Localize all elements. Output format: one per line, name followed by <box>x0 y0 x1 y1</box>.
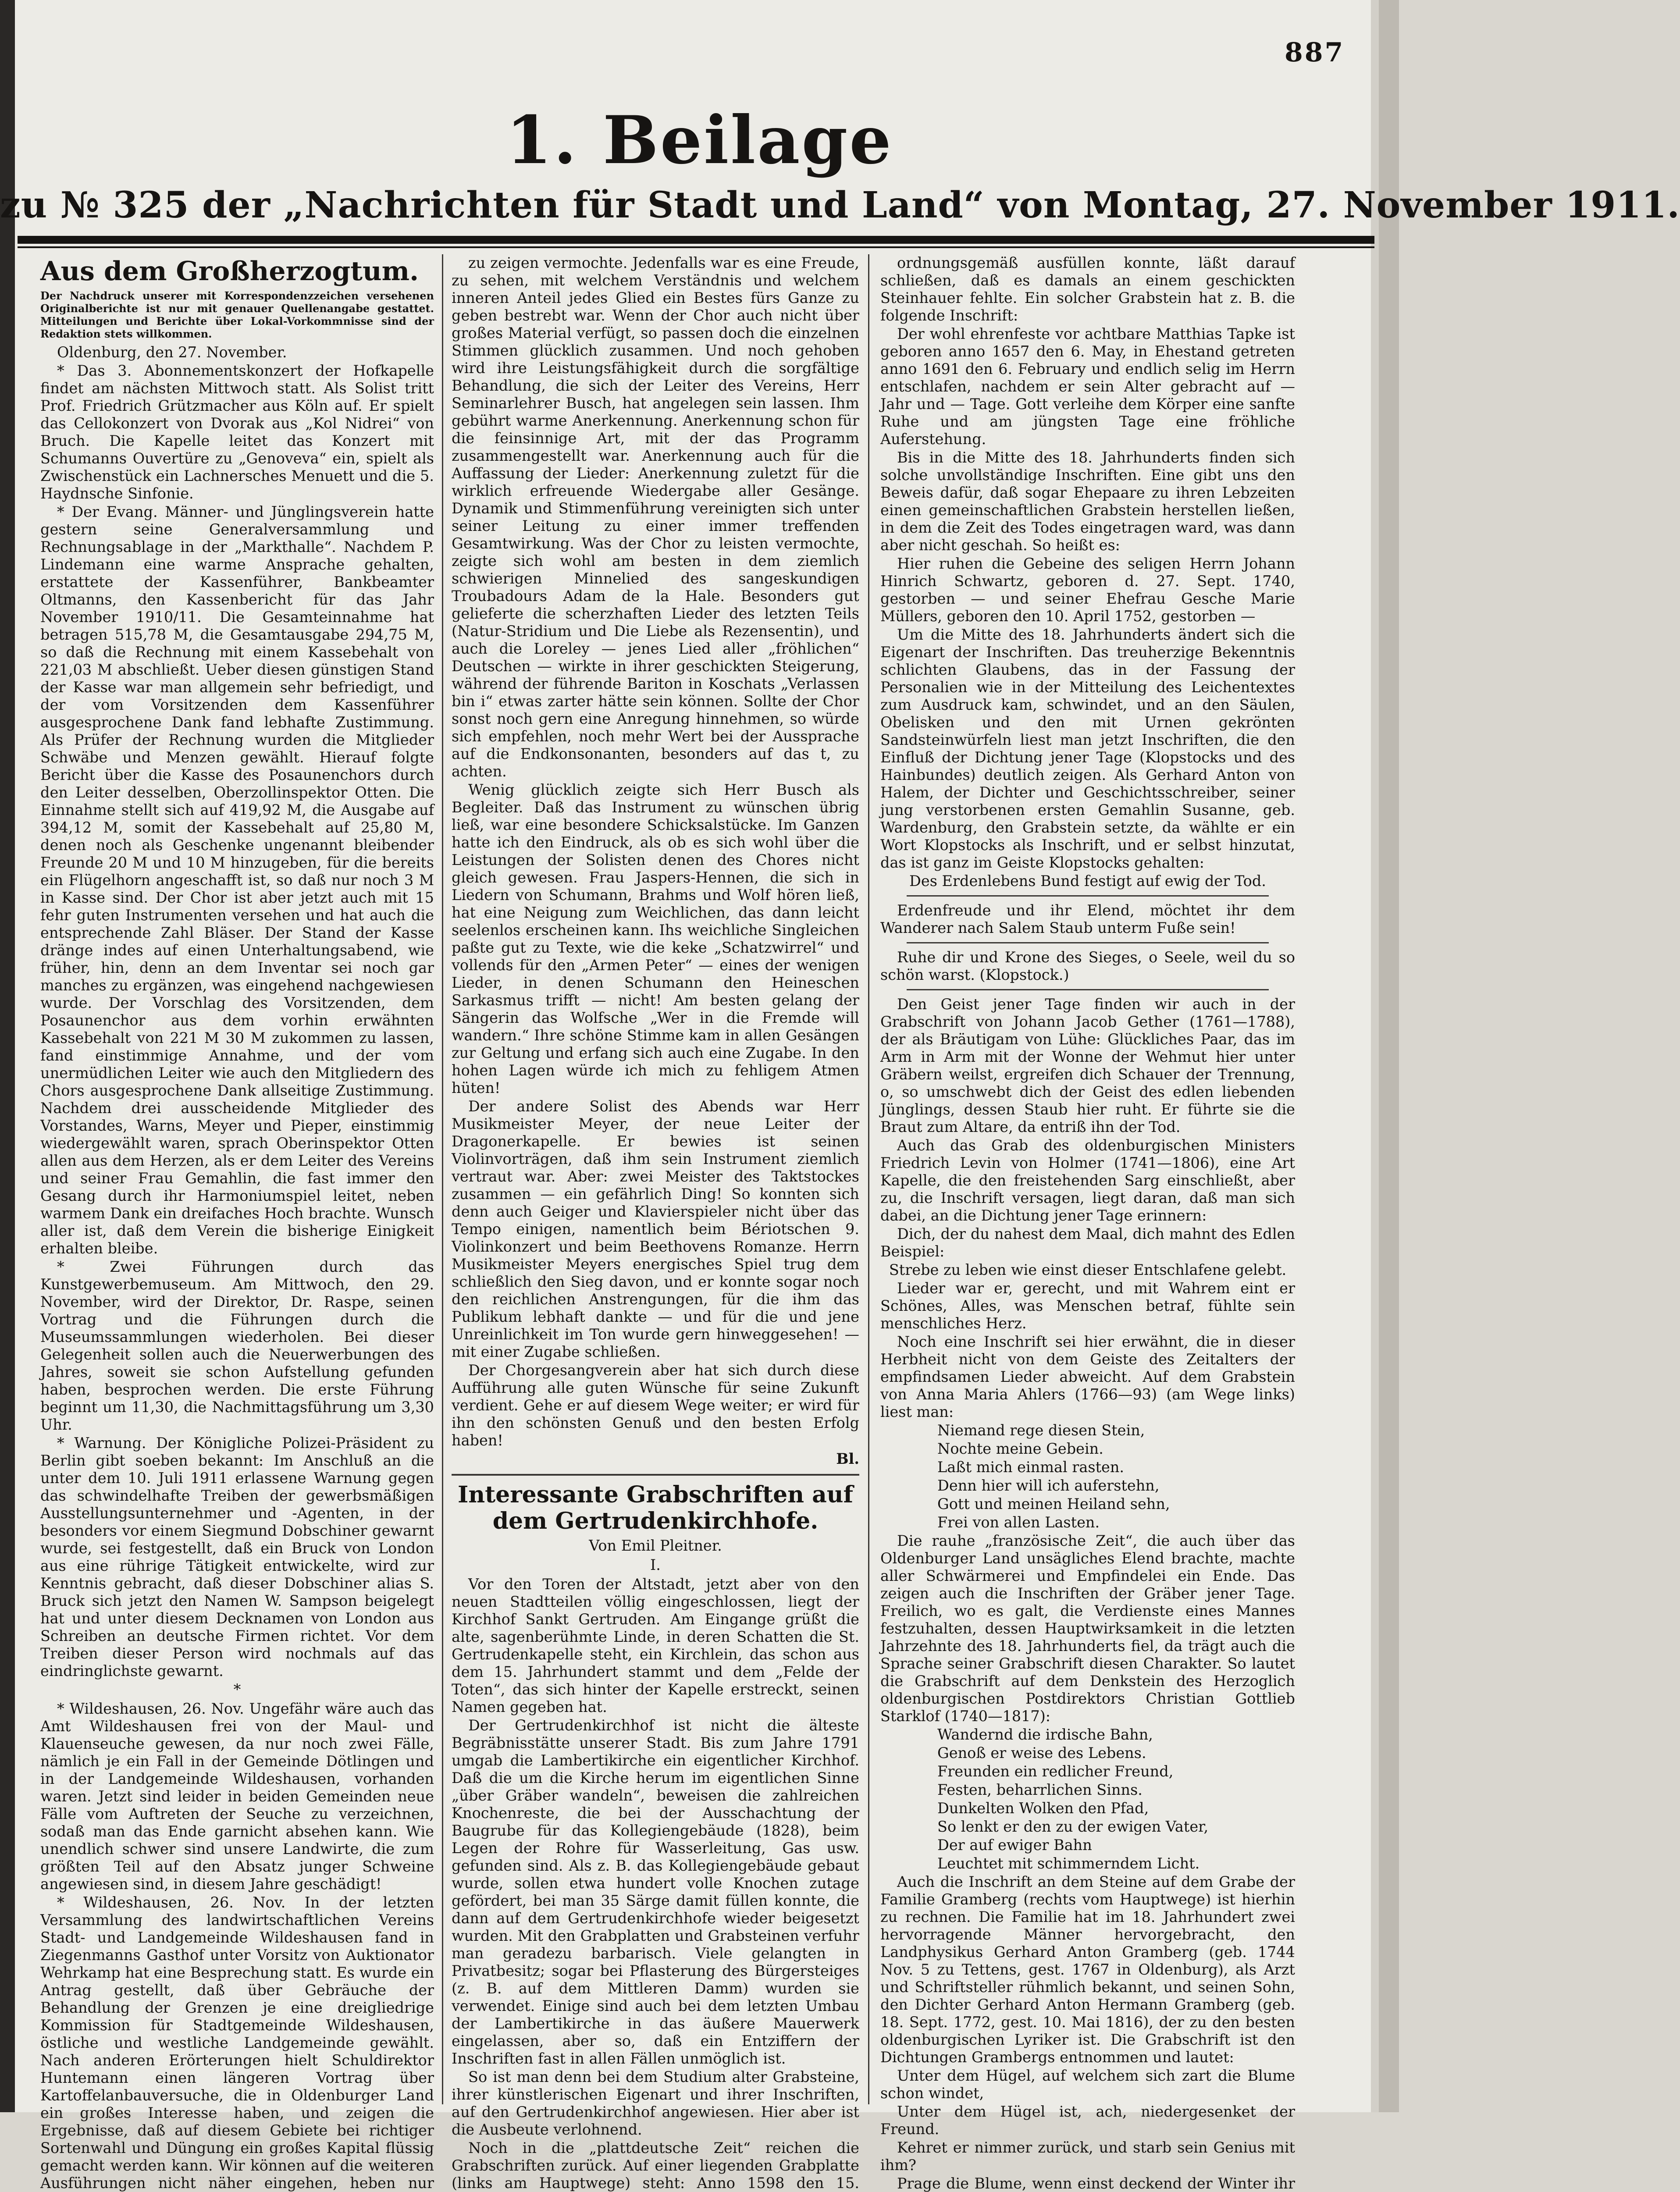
column-1 <box>40 254 434 2192</box>
supplement-subtitle: zu № 325 der „Nachrichten für Stadt und Land“ von Montag, 27. November 1911. <box>0 184 1680 226</box>
article-text: Der Gertrudenkirchhof ist nicht die älteste Begräbnisstätte unserer Stadt. Bis zum Jahre 1791 umgab die Lambertikirche ein eigentlicher Kirchhof. Daß die um die Kirche herum im eigentlichen Sinne „über Gräber wandeln“, beweisen die zahlreichen Knochenreste, die bei der Ausschachtung der Baugrube für das Kollegiengebäude (1828), beim Legen der Rohre für Wasserleitung, Gas usw. gefunden sind. Als z. B. das Kollegiengebäude gebaut wurde, sollen etwa hundert volle Knochen zutage gefördert, bei man 35 Särge damit füllen konnte, die dann auf dem Gertrudenkirchhofe wieder beigesetzt wurden. Mit den Grabplatten und Grabsteinen verfuhr man geradezu barbarisch. Viele gelangten in Privatbesitz; sogar bei Pflasterung des Bürgersteiges (z. B. auf dem Mittleren Damm) wurden sie verwendet. Einige sind auch bei dem letzten Umbau der Lambertikirche in das äußere Mauerwerk eingelassen, aber so, daß ein Entziffern der Inschriften fast in allen Fällen unmöglich ist. <box>452 1717 859 2067</box>
verse-line: Genoß er weise des Lebens. <box>937 1744 1146 1761</box>
article-text: So ist man denn bei dem Studium alter Grabsteine, ihrer künstlerischen Eigenart und ihrer Inschriften, auf den Gertrudenkirchhof angewiesen. Hier aber ist die Ausbeute verlohnend. <box>452 2068 859 2138</box>
article-text: Auch die Inschrift an dem Steine auf dem Grabe der Familie Gramberg (rechts vom Hauptwege) ist hierhin zu rechnen. Die Familie hat im 18. Jahrhundert zwei hervorragende Männer hervorgebracht, den Landphysikus Gerhard Anton Gramberg (geb. 1744 Nov. 5 zu Tettens, gest. 1767 in Oldenburg), als Arzt und Schriftsteller rühmlich bekannt, und seinen Sohn, den Dichter Gerhard Anton Hermann Gramberg (geb. 18. Sept. 1772, gest. 10. Mai 1816), der zu den besten oldenburgischen Lyriker ist. Die Grabschrift ist den Dichtungen Grambergs entnommen und lautet: <box>880 1873 1295 2066</box>
article-text: Der andere Solist des Abends war Herr Musikmeister Meyer, der neue Leiter der Dragonerkapelle. Er bewies ist seinen Violinvorträgen, daß ihm sein Instrument ziemlich vertraut war. Aber: zwei Meister des Taktstockes zusammen — ein gefährlich Ding! So konnten sich denn auch Geiger und Klavierspieler nicht über das Tempo einigen, namentlich beim Bériotschen 9. Violinkonzert und beim Beethovens Romanze. Herrn Musikmeister Meyers energisches Spiel trug dem schließlich den Sieg davon, und er konnte sogar noch den reichlichen Anstrengungen, für die ihm das Publikum lebhaft dankte — und für die und jene Unreinlichkeit im Ton wurde gern hinweggesehen! — mit einer Zugabe schließen. <box>452 1098 859 1360</box>
reprint-notice: Der Nachdruck unserer mit Korrespondenzzeichen versehenen Originalberichte ist nur mit genauer Quellenangabe gestattet. Mitteilungen und Berichte über Lokal-Vorkommnisse sind der Redaktion stets willkommen. <box>40 289 434 340</box>
scan-edge-shadow <box>1371 0 1379 2112</box>
scan-edge-left <box>0 0 15 2112</box>
verse-divider <box>907 989 1269 990</box>
supplement-title: 1. Beilage <box>506 102 893 179</box>
inscription-verse: Ruhe dir und Krone des Sieges, o Seele, weil du so schön warst. (Klopstock.) <box>880 949 1295 983</box>
verse-line: Laßt mich einmal rasten. <box>937 1459 1125 1476</box>
news-item: * Wildeshausen, 26. Nov. In der letzten Versammlung des landwirtschaftlichen Vereins Stadt- und Landgemeinde Wildeshausen fand in Ziegenmanns Gasthof unter Vorsitz von Auktionator Wehrkamp hat eine Besprechung statt. Es wurde ein Antrag gestellt, daß über Gebräuche der Behandlung der Grenzen je eine dreigliedrige Kommission für Stadtgemeinde Wildeshausen, östliche und westliche Landgemeinde gewählt. Nach anderen Erörterungen hielt Schuldirektor Huntemann einen längeren Vortrag über Kartoffelanbauversuche, die in Oldenburger Land ein großes Interesse haben, und zeigen die Ergebnisse, daß auf diesem Gebiete bei richtiger Sortenwahl und Düngung ein großes Kapital flüssig gemacht werden kann. Wir können auf die weiteren Ausführungen nicht näher eingehen, heben nur <box>40 1894 434 2192</box>
verse-divider <box>907 895 1269 897</box>
inscription-verse: Lieder war er, gerecht, und mit Wahrem eint er Schönes, Alles, was Menschen betraf, fühlte sein menschliches Herz. <box>880 1280 1295 1332</box>
article-text: ordnungsgemäß ausfüllen konnte, läßt darauf schließen, daß es damals an einem geschickten Steinhauer fehlte. Ein solcher Grabstein hat z. B. die folgende Inschrift: <box>880 254 1295 324</box>
article-text: Auch das Grab des oldenburgischen Ministers Friedrich Levin von Holmer (1741—1806), eine Art Kapelle, die den freistehenden Sarg einschließt, aber zu, die Inschrift versagen, liegt daran, daß man sich dabei, an die Dichtung jener Tage erinnern: <box>880 1137 1295 1224</box>
article-text: Vor den Toren der Altstadt, jetzt aber von den neuen Stadtteilen völlig eingeschlossen, liegt der Kirchhof Sankt Gertruden. Am Eingange grüßt die alte, sagenberühmte Linde, in deren Schatten die St. Gertrudenkapelle steht, ein Kirchlein, das schon aus dem 15. Jahrhundert stammt und dem „Felde der Toten“, das sich hinter der Kapelle erstreckt, seinen Namen gegeben hat. <box>452 1576 859 1715</box>
inscription: Hier ruhen die Gebeine des seligen Herrn Johann Hinrich Schwartz, geboren d. 27. Sept. 1740, gestorben — und seiner Ehefrau Gesche Marie Müllers, geboren den 10. April 1752, gestorben — <box>880 555 1295 625</box>
column-2 <box>452 254 859 2192</box>
column-divider <box>868 254 869 2104</box>
column-divider <box>442 254 443 2104</box>
verse-line: Nochte meine Gebein. <box>937 1440 1103 1457</box>
article-text: Um die Mitte des 18. Jahrhunderts ändert sich die Eigenart der Inschriften. Das treuherzige Bekenntnis schlichten Glaubens, das in der Fassung der Personalien wie in der Mitteilung des Leichentextes zum Ausdruck kam, schwindet, und an den Säulen, Obelisken und den mit Urnen gekrönten Sandsteinwürfeln liest man jetzt Inschriften, die den Einfluß der Dichtung jener Tage (Klopstocks und des Hainbundes) deutlich zeigen. Als Gerhard Anton von Halem, der Dichter und Geschichtsschreiber, seiner jung verstorbenen ersten Gemahlin Susanne, geb. Wardenburg, den Grabstein setzte, da wählte er ein Wort Klopstocks als Inschrift, und er selbst hinzutat, das ist ganz im Geiste Klopstocks gehalten: <box>880 626 1295 871</box>
header-rule-thick <box>18 236 1374 244</box>
article-divider <box>452 1474 859 1476</box>
news-item: * Warnung. Der Königliche Polizei-Präsident zu Berlin gibt soeben bekannt: Im Anschluß an die unter dem 10. Juli 1911 erlassene Warnung gegen das schwindelhafte Treiben der gewerbsmäßigen Ausstellungsunternehmer und -Agenten, in der besonders vor einem Siegmund Dobschiner gewarnt wurde, sei festgestellt, daß ein Bruck von London aus eine rührige Tätigkeit entwickelte, wird zur Kenntnis gebracht, daß dieser Dobschiner alias S. Bruck sich jetzt den Namen W. Sampson beigelegt hat und unter diesem Decknamen von London aus Schreiben an deutsche Firmen richtet. Vor dem Treiben dieser Person wird nochmals auf das eindringlichste gewarnt. <box>40 1434 434 1680</box>
verse-line: Gott und meinen Heiland sehn, <box>937 1495 1170 1512</box>
inscription-verse: Prage die Blume, wenn einst deckend der Winter ihr <box>897 2175 1295 2192</box>
dateline: Oldenburg, den 27. November. <box>57 344 287 361</box>
inscription-verse: Kehret er nimmer zurück, und starb sein Genius mit ihm? <box>880 2139 1295 2174</box>
inscription-verse: Dich, der du nahest dem Maal, dich mahnt des Edlen Beispiel: <box>880 1225 1295 1260</box>
news-item: * Zwei Führungen durch das Kunstgewerbemuseum. Am Mittwoch, den 29. November, wird der Direktor, Dr. Raspe, seinen Vortrag und die Führungen durch die Museumssammlungen wiederholen. Bei dieser Gelegenheit sollen auch die Neuerwerbungen des Jahres, soweit sie schon Aufstellung gefunden haben, besprochen werden. Die erste Führung beginnt um 11,30, die Nachmittagsführung um 3,30 Uhr. <box>40 1258 434 1433</box>
verse-line: Denn hier will ich auferstehn, <box>937 1477 1160 1494</box>
article-text: zu zeigen vermochte. Jedenfalls war es eine Freude, zu sehen, mit welchem Verständnis und welchem inneren Anteil jedes Glied ein Bestes fürs Ganze zu geben bestrebt war. Wenn der Chor auch nicht über großes Material verfügt, so passen doch die einzelnen Stimmen glücklich zusammen. Und noch gehoben wird ihre Leistungsfähigkeit durch die sorgfältige Behandlung, die sich der Leiter des Vereins, Herr Seminarlehrer Busch, hat angelegen sein lassen. Ihm gebührt warme Anerkennung. Anerkennung schon für die feinsinnige Art, mit der das Programm zusammengestellt war. Anerkennung auch für die Auffassung der Lieder: Anerkennung zuletzt für die wirklich erfreuende Wiedergabe aller Gesänge. Dynamik und Stimmenführung vereinigten sich unter seiner Leitung zu einer immer treffenden Gesamtwirkung. Was der Chor zu leisten vermochte, zeigte sich wohl am besten in dem ziemlich schwierigen Minnelied des sangeskundigen Troubadours Adam de la Hale. Besonders gut gelieferte die scherzhaften Lieder des letzten Teils (Natur-Stridium und Die Liebe als Rezensentin), und auch die Loreley — jenes Lied aller „fröhlichen“ Deutschen — wirkte in ihrer geschickten Steigerung, während der führende Bariton in Koschats „Verlassen bin i“ etwas zarter hätte sein können. Sollte der Chor sonst noch gern eine Anregung hinnehmen, so würde sich empfehlen, noch mehr Wert bei der Aussprache auf die Endkonsonanten, besonders auf das t, zu achten. <box>452 254 859 780</box>
verse-line: Der auf ewiger Bahn <box>937 1836 1092 1854</box>
verse-line: Festen, beharrlichen Sinns. <box>937 1781 1143 1798</box>
inscription-verse: Des Erdenlebens Bund festigt auf ewig der Tod. <box>909 872 1266 890</box>
column-3 <box>880 254 1295 2192</box>
separator-star: * <box>233 1681 241 1698</box>
verse-line: Wandernd die irdische Bahn, <box>937 1726 1153 1743</box>
article-title: Interessante Grabschriften auf dem Gertrudenkirchhofe. <box>458 1481 853 1534</box>
article-text: Noch eine Inschrift sei hier erwähnt, die in dieser Herbheit nicht von dem Geiste des Zeitalters der empfindsamen Lieder abweicht. Auf dem Grabstein von Anna Maria Ahlers (1766—93) (am Wege links) liest man: <box>880 1333 1295 1420</box>
article-text: Der Chorgesangverein aber hat sich durch diese Aufführung alle guten Wünsche für seine Zukunft verdient. Gehe er auf diesem Wege weiter; er wird für ihn den schönsten Genuß und den besten Erfolg haben! <box>452 1362 859 1449</box>
byline: Von Emil Pleitner. <box>589 1537 722 1554</box>
section-heading: Aus dem Großherzogtum. <box>40 256 419 287</box>
article-text: Wenig glücklich zeigte sich Herr Busch als Begleiter. Daß das Instrument zu wünschen übrig ließ, war eine besondere Schicksalstücke. Im Ganzen hatte ich den Eindruck, als ob es sich wohl über die Leistungen der Solisten denen des Chores nicht gleich gewesen. Frau Jaspers-Hennen, die sich in Liedern von Schumann, Brahms und Wolf hören ließ, hat eine Neigung zum Weichlichen, das dann leicht seelenlos erscheinen kann. Ihs weichliche Singleichen paßte gut zu Texte, wie die keke „Schatzwirrel“ und vollends für den „Armen Peter“ — eines der wenigen Lieder, in denen Schumann den Heineschen Sarkasmus trifft — nicht! Am besten gelang der Sängerin das Wolfsche „Wer in die Fremde will wandern.“ Ihre schöne Stimme kam in allen Gesängen zur Geltung und erfang sich auch eine Zugabe. In den hohen Lagen würde ich mich zu fehligem Atmen hüten! <box>452 781 859 1096</box>
article-text: Bis in die Mitte des 18. Jahrhunderts finden sich solche unvollständige Inschriften. Eine gibt uns den Beweis dafür, daß sogar Ehepaare zu ihren Lebzeiten einen gemeinschaftlichen Grabstein herstellen ließen, in dem die Zeit des Todes eingetragen ward, was dann aber nicht geschah. So heißt es: <box>880 449 1295 554</box>
news-item: * Wildeshausen, 26. Nov. Ungefähr wäre auch das Amt Wildeshausen frei von der Maul- und Klauenseuche gewesen, da nur noch zwei Fälle, nämlich je ein Fall in der Gemeinde Dötlingen und in der Landgemeinde Wildeshausen, vorhanden waren. Jetzt sind leider in beiden Gemeinden neue Fälle vom Auftreten der Seuche zu verzeichnen, sodaß man das Ende garnicht absehen kann. Wie unendlich schwer sind unsere Landwirte, die zum größten Teil auf den Absatz junger Schweine angewiesen sind, in diesem Jahre geschädigt! <box>40 1700 434 1893</box>
verse-line: Freunden ein redlicher Freund, <box>937 1763 1174 1780</box>
part-number: I. <box>650 1556 661 1573</box>
verse-line: So lenkt er den zu der ewigen Vater, <box>937 1818 1209 1835</box>
verse-line: Dunkelten Wolken den Pfad, <box>937 1800 1149 1817</box>
inscription-verse: Erdenfreude und ihr Elend, möchtet ihr dem Wanderer nach Salem Staub unterm Fuße sein! <box>880 902 1295 936</box>
verse-line: Frei von allen Lasten. <box>937 1514 1100 1531</box>
scan-edge-right <box>1379 0 1399 2112</box>
verse-divider <box>907 942 1269 943</box>
inscription-verse: Unter dem Hügel ist, ach, niedergesenket der Freund. <box>880 2103 1295 2138</box>
inscription-verse: Unter dem Hügel, auf welchem sich zart die Blume schon windet, <box>880 2067 1295 2102</box>
article-text: Die rauhe „französische Zeit“, die auch über das Oldenburger Land unsägliches Elend brachte, machte aller Schwärmerei und Empfindelei ein Ende. Das zeigen auch die Inschriften der Gräber jener Tage. Freilich, wo es galt, die Verdienste eines Mannes festzuhalten, dessen Hauptwirksamkeit in die letzten Jahrzehnte des 18. Jahrhunderts fiel, da trägt auch die Sprache seiner Grabschrift diesen Charakter. So lautet die Grabschrift auf dem Denkstein des Herzoglich oldenburgischen Postdirektors Christian Gottlieb Starklof (1740—1817): <box>880 1532 1295 1725</box>
inscription-verse: Strebe zu leben wie einst dieser Entschlafene gelebt. <box>889 1261 1287 1278</box>
author-signature: Bl. <box>836 1450 859 1467</box>
inscription: Der wohl ehrenfeste vor achtbare Matthias Tapke ist geboren anno 1657 den 6. May, in Ehestand getreten anno 1691 den 6. February und endlich selig im Herrn entschlafen, nachdem er sein Alter gebracht auf — Jahr und — Tage. Gott verleihe dem Körper eine sanfte Ruhe und am jüngsten Tage eine fröhliche Auferstehung. <box>880 325 1295 448</box>
news-item: * Der Evang. Männer- und Jünglingsverein hatte gestern seine Generalversammlung und Rechnungsablage in der „Markthalle“. Nachdem P. Lindemann eine warme Ansprache gehalten, erstattete der Kassenführer, Bankbeamter Oltmanns, den Kassenbericht für das Jahr November 1910/11. Die Gesamteinnahme hat betragen 515,78 M, die Gesamtausgabe 294,75 M, so daß die Rechnung mit einem Kassebehalt von 221,03 M abschließt. Ueber diesen günstigen Stand der Kasse war man allgemein sehr befriedigt, und der vom Vorsitzenden dem Kassenführer ausgesprochene Dank fand lebhafte Zustimmung. Als Prüfer der Rechnung wurden die Mitglieder Schwäbe und Menzen gewählt. Hierauf folgte Bericht über die Kasse des Posaunenchors durch den Leiter desselben, Oberzollinspektor Otten. Die Einnahme stellt sich auf 419,92 M, die Ausgabe auf 394,12 M, somit der Kassebehalt auf 25,80 M, denen noch als Geschenke ungenannt bleibender Freunde 20 M und 10 M hinzugeben, für die bereits ein Flügelhorn angeschafft ist, so daß nur noch 3 M in Kasse sind. Der Chor ist aber jetzt auch mit 15 fehr guten Instrumenten versehen und hat auch die entsprechende Zahl Bläser. Der Stand der Kasse dränge indes auf einen Unterhaltungsabend, wie früher, hin, denn an dem Inventar sei noch gar manches zu ergänzen, was eingehend nachgewiesen wurde. Der Vorschlag des Vorsitzenden, dem Posaunenchor aus dem vorhin erwähnten Kassebehalt von 221 M 30 M zukommen zu lassen, fand einstimmige Annahme, und der vom unermüdlichen Leiter wie auch den Mitgliedern des Chors ausgesprochene Dank allseitige Zustimmung. Nachdem drei ausscheidende Mitglieder des Vorstandes, Warns, Meyer und Pieper, einstimmig wiedergewählt waren, sprach Oberinspektor Otten allen aus dem Herzen, als er dem Leiter des Vereins und seiner Frau Gemahlin, die fast immer den Gesang durch ihr Harmoniumspiel leitet, neben warmem Dank ein dreifaches Hoch brachte. Wunsch aller ist, daß dem Verein die bisherige Einigkeit erhalten bleibe. <box>40 503 434 1257</box>
verse-line: Leuchtet mit schimmerndem Licht. <box>937 1855 1200 1872</box>
header-rule-thin <box>18 246 1374 248</box>
page-number: 887 <box>1285 37 1345 68</box>
news-item: * Das 3. Abonnementskonzert der Hofkapelle findet am nächsten Mittwoch statt. Als Solist tritt Prof. Friedrich Grützmacher aus Köln auf. Er spielt das Cellokonzert von Dvorak aus „Kol Nidrei“ von Bruch. Die Kapelle leitet das Konzert mit Schumanns Ouvertüre zu „Genoveva“ ein, spielt als Zwischenstück ein Lachnersches Menuett und die 5. Haydnsche Sinfonie. <box>40 362 434 502</box>
article-text: Noch in die „plattdeutsche Zeit“ reichen die Grabschriften zurück. Auf einer liegenden Grabplatte (links am Hauptwege) steht: Anno 1598 den 15. <box>452 2139 859 2192</box>
article-text: Den Geist jener Tage finden wir auch in der Grabschrift von Johann Jacob Gether (1761—1788), der als Bräutigam von Lühe: Glückliches Paar, das im Arm in Arm mit der Wonne der Wehmut hier unter Gräbern weilst, ergreifen dich Schauer der Trennung, o, so umschwebt dich der Geist des edlen liebenden Jünglings, dessen Staub hier ruht. Er führte sie die Braut zum Altare, da entriß ihn der Tod. <box>880 996 1295 1135</box>
verse-line: Niemand rege diesen Stein, <box>937 1422 1145 1439</box>
